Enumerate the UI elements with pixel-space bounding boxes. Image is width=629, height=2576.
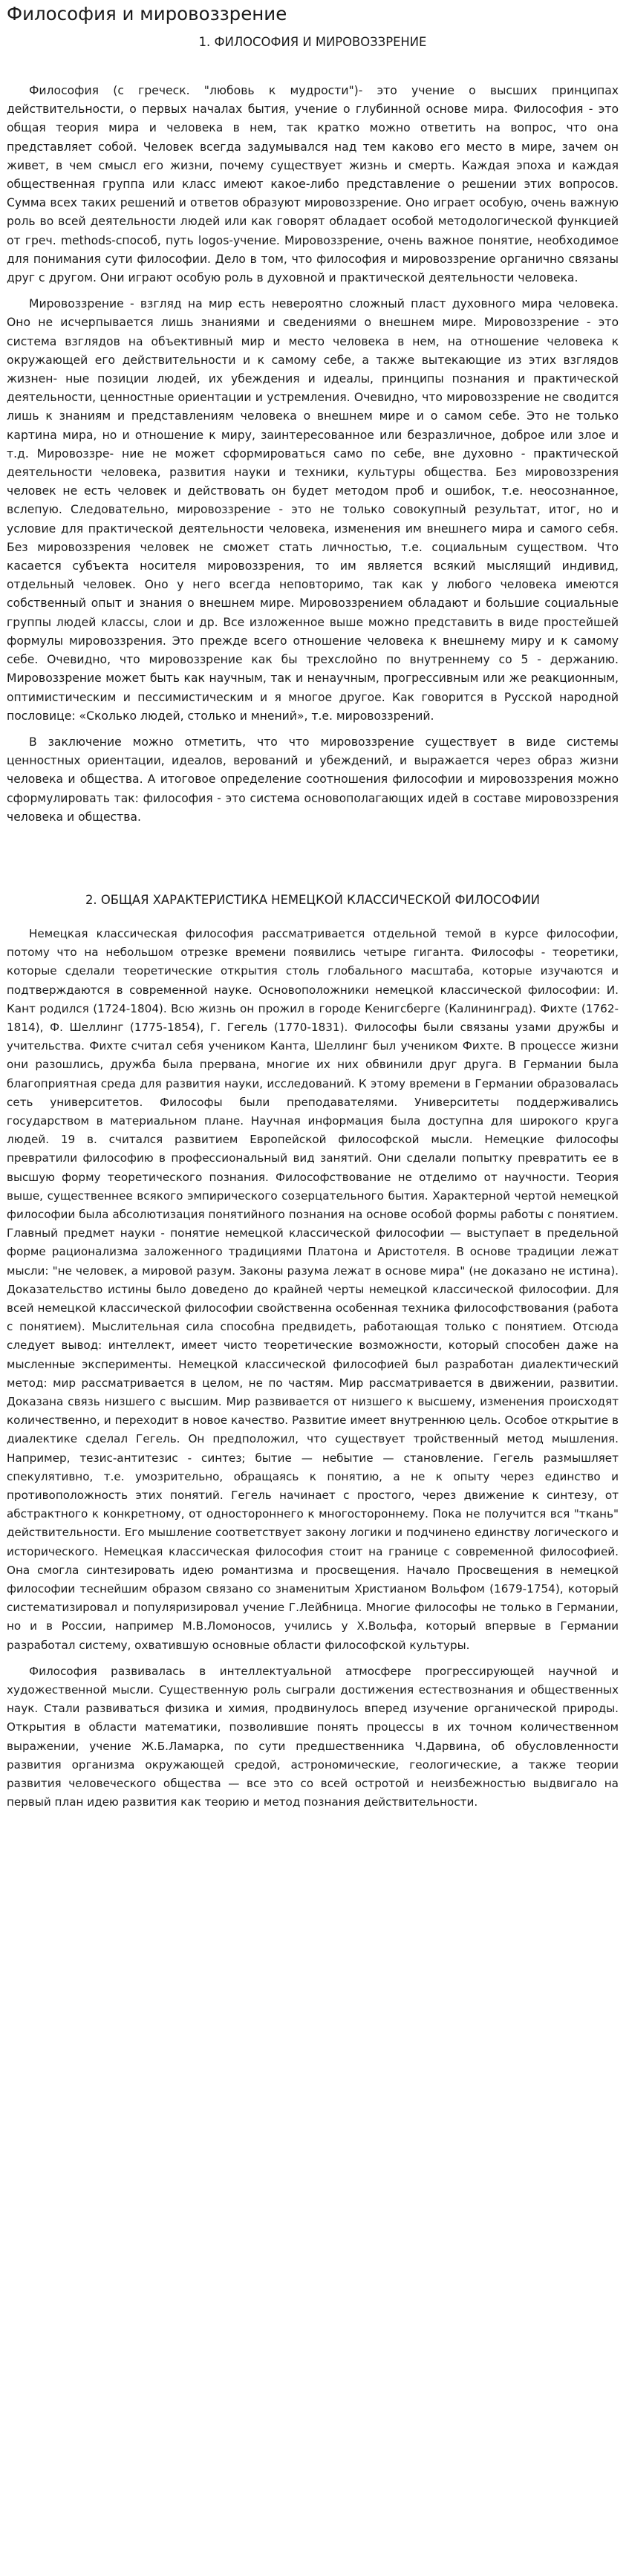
section-heading: 2. ОБЩАЯ ХАРАКТЕРИСТИКА НЕМЕЦКОЙ КЛАССИЧЕСКОЙ ФИЛОСОФИИ (85, 892, 541, 907)
section-german-classical-philosophy (7, 891, 619, 1812)
section-heading: 1. ФИЛОСОФИЯ И МИРОВОЗЗРЕНИЕ (198, 35, 427, 49)
paragraph: В заключение можно отметить, что что мировоззрение существует в виде системы ценностных ориентации, идеалов, верований и убеждений, и выражается через образ жизни человека и общества. А итоговое определение соотношения философии и мировоззрения можно сформулировать так: философия - это система основополагающих идей в составе мировоззрения человека и общества. (7, 735, 619, 824)
paragraph: Философия развивалась в интеллектуальной атмосфере прогрессирующей научной и художественной мысли. Существенную роль сыграли достижения естествознания и общественных наук. Стали развиваться физика и химия, продвинулось вперед изучение органической природы. Открытия в области математики, позволившие понять процессы в их точном количественном выражении, учение Ж.Б.Ламарка, по сути предшественника Ч.Дарвина, об обусловленности развития организма окружающей средой, астрономические, геологические, а также теории развития человеческого общества — все это со всей остротой и неизбежностью выдвигало на первый план идею развития как теорию и метод познания действительности. (7, 1664, 619, 1809)
paragraph: Немецкая классическая философия рассматривается отдельной темой в курсе философии, потому что на небольшом отрезке времени появились четыре гиганта. Философы - теоретики, которые сделали теоретические открытия столь глобального масштаба, которые изучаются и подтверждаются в современной науке. Основоположники немецкой классической философии: И. Кант родился (1724-1804). Всю жизнь он прожил в городе Кенигсберге (Калининград). Фихте (1762-1814), Ф. Шеллинг (1775-1854), Г. Гегель (1770-1831). Философы были связаны узами дружбы и учительства. Фихте считал себя учеником Канта, Шеллинг был учеником Фихте. В процессе жизни они разошлись, дружба была прервана, многие их них обвинили друг друга. В Германии была благоприятная среда для развития науки, исследований. К этому времени в Германии образовалась сеть университетов. Философы были преподавателями. Университеты поддерживались государством в материальном плане. Научная информация была доступна для широкого круга людей. 19 в. считался развитием Европейской философской мысли. Немецкие философы превратили философию в профессиональный вид занятий. Они сделали попытку превратить ее в высшую форму теоретического познания. Философствование не отделимо от научности. Теория выше, существеннее всякого эмпирического созерцательного бытия. Характерной чертой немецкой философии была абсолютизация понятийного познания на основе особой формы работы с понятием. Главный предмет науки - понятие немецкой классической философии — выступает в предельной форме рационализма заложенного традициями Платона и Аристотеля. В основе традиции лежат мысли: "не человек, а мировой разум. Законы разума лежат в основе мира" (не доказано не истина). Доказательство истины было доведено до крайней черты немецкой классической философии. Для всей немецкой классической философии свойственна особенная техника философствования (работа с понятием). Мыслительная сила способна предвидеть, работающая только с понятием. Отсюда следует вывод: интеллект, имеет чисто теоретические возможности, который способен даже на мысленные эксперименты. Немецкой классической философией был разработан диалектический метод: мир рассматривается в целом, не по частям. Мир рассматривается в движении, развитии. Доказана связь низшего с высшим. Мир развивается от низшего к высшему, изменения происходят количественно, и переходит в новое качество. Развитие имеет внутреннюю цель. Особое открытие в диалектике сделал Гегель. Он предположил, что существует тройственный метод мышления. Например, тезис-антитезис - синтез; бытие — небытие — становление. Гегель размышляет спекулятивно, т.е. умозрительно, обращаясь к понятию, а не к опыту через единство и противоположность этих понятий. Гегель начинает с простого, через движение к синтезу, от абстрактного к конкретному, от одностороннего к многостороннему. Пока не получится вся "ткань" действительности. Его мышление соответствует закону логики и подчинено единству логического и исторического. Немецкая классическая философия стоит на границе с современной философией. Она смогла синтезировать идею романтизма и просвещения. Начало Просвещения в немецкой философии теснейшим образом связано со знаменитым Христианом Вольфом (1679-1754), который систематизировал и популяризировал учение Г.Лейбница. Многие философы не только в Германии, но и в России, например М.В.Ломоносов, учились у Х.Вольфа, который впервые в Германии разработал систему, охватившую основные области философской культуры. (7, 926, 619, 1652)
document-title: Философия и мировоззрение (7, 3, 287, 25)
paragraph: Философия (с греческ. "любовь к мудрости")- это учение о высших принципах действительности, о первых началах бытия, учение о глубинной основе мира. Философия - это общая теория мира и человека в нем, так кратко можно ответить на вопрос, что она представляет собой. Человек всегда задумывался над тем каково его место в мире, зачем он живет, в чем смысл его жизни, почему существует жизнь и смерть. Каждая эпоха и каждая общественная группа или класс имеют какое-либо представление о решении этих вопросов. Сумма всех таких решений и ответов образуют мировоззрение. Оно играет особую, очень важную роль во всей деятельности людей или как говорят обладает особой методологической функцией от греч. methods-способ, путь logos-учение. Мировоззрение, очень важное понятие, необходимое для понимания сути философии. Дело в том, что философия и мировоззрение органично связаны друг с другом. Они играют особую роль в духовной и практической деятельности человека. (7, 84, 619, 285)
section-philosophy-worldview (7, 33, 619, 827)
paragraph: Мировоззрение - взгляд на мир есть невероятно сложный пласт духовного мира человека. Оно не исчерпывается лишь знаниями и сведениями о внешнем мире. Мировоззрение - это система взглядов на объективный мир и место человека в нем, на отношение человека к окружающей его действительности и к самому себе, а также вытекающие из этих взглядов жизнен- ные позиции людей, их убеждения и идеалы, принципы познания и практической деятельности, ценностные ориентации и устремления. Очевидно, что мировоззрение не сводится лишь к знаниям и представлениям человека о внешнем мире и о самом себе. Это не только картина мира, но и отношение к миру, заинтересованное или безразличное, доброе или злое и т.д. Мировоззре- ние не может сформироваться само по себе, вне духовно - практической деятельности человека, развития науки и техники, культуры общества. Без мировоззрения человек не есть человек и действовать он будет методом проб и ошибок, т.е. неосознанное, вслепую. Следовательно, мировоззрение - это не только совокупный результат, итог, но и условие для практической деятельности человека, изменения им внешнего мира и самого себя. Без мировоззрения человек не сможет стать личностью, т.е. социальным существом. Что касается субъекта носителя мировоззрения, то им является всякий мыслящий индивид, отдельный человек. Оно у него всегда неповторимо, так как у любого человека имеются собственный опыт и знания о внешнем мире. Мировоззрением обладают и большие социальные группы людей классы, слои и др. Все изложенное выше можно представить в виде простейшей формулы мировоззрения. Это прежде всего отношение человека к внешнему миру и к самому себе. Очевидно, что мировоззрение как бы трехслойно по внутреннему со 5 - держанию. Мировоззрение может быть как научным, так и ненаучным, прогрессивным или же реакционным, оптимистическим и пессимистическим и я многое другое. Как говорится в Русской народной пословице: «Сколько людей, столько и мнений», т.е. мировоззрений. (7, 297, 619, 723)
